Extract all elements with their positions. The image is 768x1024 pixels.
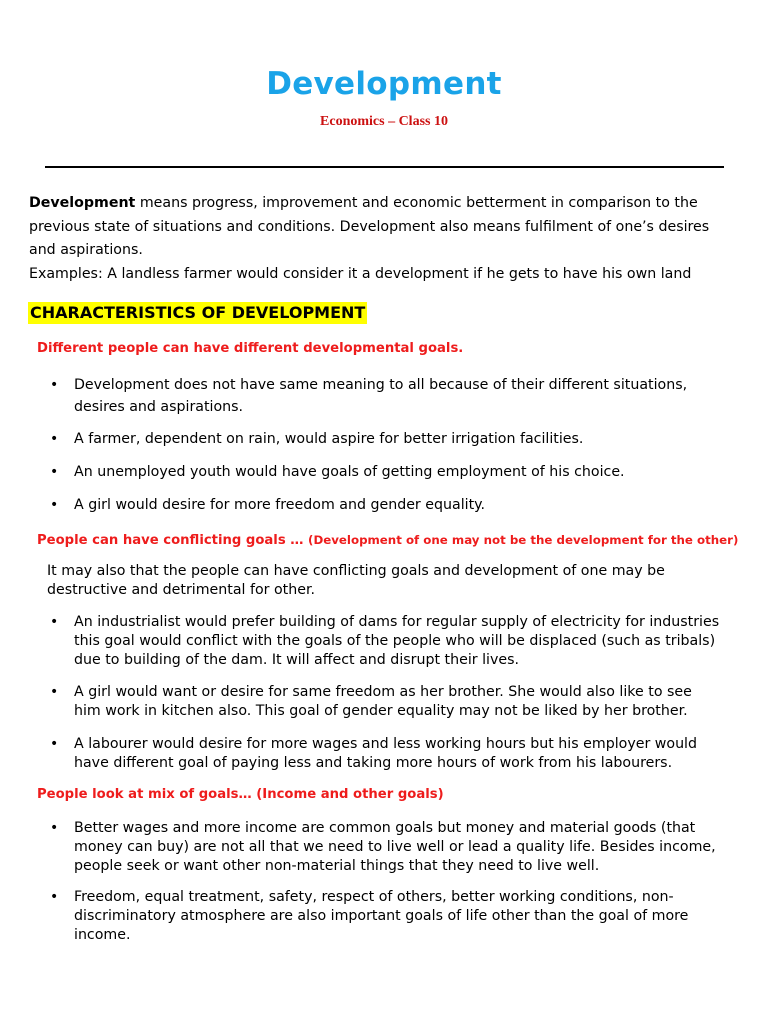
list-item-line: desires and aspirations. — [74, 399, 244, 415]
section-heading: CHARACTERISTICS OF DEVELOPMENT — [30, 303, 366, 322]
bullet-icon: • — [50, 377, 59, 393]
list-item — [50, 496, 744, 515]
bullet-icon: • — [50, 431, 59, 447]
list-item-line: money can buy) are not all that we need to live well or lead a quality life. Besides income, — [74, 839, 716, 855]
list-item-line: him work in kitchen also. This goal of gender equality may not be liked by her brother. — [74, 703, 688, 719]
intro-line-4: Examples: A landless farmer would consider it a development if he gets to have his own land — [29, 266, 692, 282]
bullet-icon: • — [50, 684, 59, 700]
list-item — [50, 430, 744, 449]
bullet-icon: • — [50, 736, 59, 752]
list-item-line: An unemployed youth would have goals of getting employment of his choice. — [74, 464, 625, 480]
list-item-line: A girl would want or desire for same freedom as her brother. She would also like to see — [74, 684, 692, 700]
subheading-mix-of-goals: People look at mix of goals… (Income and other goals) — [37, 787, 444, 802]
intro-line-1 — [29, 192, 741, 215]
title-divider — [45, 166, 724, 168]
subheading-conflicting-goals — [37, 531, 738, 550]
list-item — [50, 819, 744, 876]
list-item-line: have different goal of paying less and taking more hours of work from his labourers. — [74, 755, 673, 771]
intro-line-3: and aspirations. — [29, 242, 143, 258]
list-item-line: A farmer, dependent on rain, would aspire for better irrigation facilities. — [74, 431, 584, 447]
bullet-icon: • — [50, 614, 59, 630]
bullet-icon: • — [50, 464, 59, 480]
intro-term: Development — [29, 195, 136, 211]
subheading-different-goals: Different people can have different developmental goals. — [37, 341, 464, 356]
list-item-line: due to building of the dam. It will affect and disrupt their lives. — [74, 652, 520, 668]
page-subtitle: Economics – Class 10 — [320, 114, 448, 129]
list-item — [50, 888, 744, 945]
list-item-line: income. — [74, 927, 131, 943]
list-item-line: A labourer would desire for more wages and less working hours but his employer would — [74, 736, 698, 752]
list-item — [50, 735, 744, 773]
subheading-note: (Development of one may not be the development for the other) — [308, 533, 739, 547]
list-item-line: A girl would desire for more freedom and gender equality. — [74, 497, 486, 513]
bullet-icon: • — [50, 889, 59, 905]
list-item-line: discriminatory atmosphere are also important goals of life other than the goal of more — [74, 908, 689, 924]
list-item-line: people seek or want other non-material things that they need to live well. — [74, 858, 600, 874]
bullet-icon: • — [50, 497, 59, 513]
list-item-line: An industrialist would prefer building of dams for regular supply of electricity for industries — [74, 614, 720, 630]
list-item — [50, 463, 744, 482]
list-item-line: Freedom, equal treatment, safety, respect of others, better working conditions, non- — [74, 889, 674, 905]
intro-text-1: means progress, improvement and economic betterment in comparison to the — [135, 195, 698, 211]
subheading-text: People can have conflicting goals … — [37, 533, 309, 548]
conflict-intro-line-2: destructive and detrimental for other. — [47, 582, 315, 598]
list-item — [50, 376, 744, 417]
intro-line-2: previous state of situations and conditions. Development also means fulfilment of one’s desires — [29, 219, 710, 235]
bullet-icon: • — [50, 820, 59, 836]
list-item-line: this goal would conflict with the goals of the people who will be displaced (such as tribals) — [74, 633, 716, 649]
page-title: Development — [266, 66, 502, 102]
conflict-intro-line-1: It may also that the people can have conflicting goals and development of one may be — [47, 563, 665, 579]
list-item — [50, 613, 744, 670]
list-item-line: Development does not have same meaning to all because of their different situations, — [74, 377, 688, 393]
list-item-line: Better wages and more income are common goals but money and material goods (that — [74, 820, 696, 836]
list-item — [50, 683, 744, 721]
